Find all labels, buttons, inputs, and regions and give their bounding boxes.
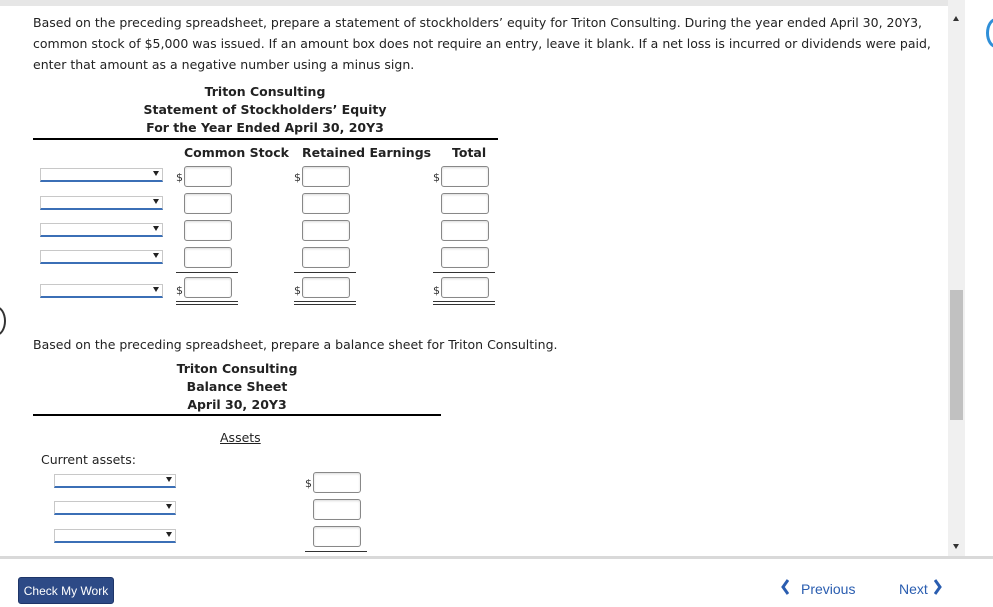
dollar-sign: $ <box>305 477 312 490</box>
scroll-up-arrow-icon[interactable] <box>953 16 959 21</box>
chevron-down-icon <box>153 253 159 258</box>
dollar-sign: $ <box>294 171 301 184</box>
previous-button[interactable]: Previous <box>801 581 856 597</box>
total-double-line <box>433 304 495 305</box>
total-double-line <box>176 304 238 305</box>
vertical-scrollbar[interactable] <box>948 0 965 556</box>
chevron-down-icon <box>153 287 159 292</box>
equity-row-3-common-input[interactable] <box>184 220 232 241</box>
chevron-right-icon[interactable] <box>934 579 942 595</box>
equity-row-1-total-input[interactable] <box>441 166 489 187</box>
subtotal-line <box>176 272 238 273</box>
help-circle-icon[interactable] <box>986 18 993 48</box>
current-asset-3-input[interactable] <box>313 526 361 547</box>
subtotal-line <box>305 551 367 552</box>
balance-instructions: Based on the preceding spreadsheet, prepare a balance sheet for Triton Consulting. <box>33 337 558 352</box>
equity-row-5-common-input[interactable] <box>184 277 232 298</box>
equity-row-2-common-input[interactable] <box>184 193 232 214</box>
assets-heading: Assets <box>220 430 261 445</box>
equity-row-1-retained-input[interactable] <box>302 166 350 187</box>
next-button[interactable]: Next <box>899 581 928 597</box>
equity-row-3-total-input[interactable] <box>441 220 489 241</box>
total-double-line <box>294 301 356 302</box>
equity-row-2-total-input[interactable] <box>441 193 489 214</box>
chevron-down-icon <box>166 504 172 509</box>
top-strip <box>0 0 948 6</box>
total-double-line <box>176 301 238 302</box>
subtotal-line <box>433 272 495 273</box>
col-total: Total <box>452 145 487 160</box>
equity-row-5-select[interactable] <box>40 284 163 298</box>
current-asset-2-input[interactable] <box>313 499 361 520</box>
dollar-sign: $ <box>433 171 440 184</box>
equity-row-4-total-input[interactable] <box>441 247 489 268</box>
equity-row-1-common-input[interactable] <box>184 166 232 187</box>
equity-header-rule <box>33 138 498 140</box>
equity-row-5-total-input[interactable] <box>441 277 489 298</box>
dollar-sign: $ <box>294 284 301 297</box>
dollar-sign: $ <box>433 284 440 297</box>
dollar-sign: $ <box>176 171 183 184</box>
equity-row-4-select[interactable] <box>40 250 163 264</box>
chevron-down-icon <box>166 532 172 537</box>
equity-row-2-retained-input[interactable] <box>302 193 350 214</box>
equity-company: Triton Consulting <box>204 84 326 99</box>
equity-row-5-retained-input[interactable] <box>302 277 350 298</box>
col-retained-earnings: Retained Earnings <box>302 145 432 160</box>
equity-row-3-select[interactable] <box>40 223 163 237</box>
chevron-left-icon[interactable] <box>781 579 789 595</box>
total-double-line <box>294 304 356 305</box>
check-my-work-button[interactable]: Check My Work <box>18 577 114 604</box>
chevron-down-icon <box>153 226 159 231</box>
scroll-down-arrow-icon[interactable] <box>953 544 959 549</box>
equity-title: Statement of Stockholders’ Equity <box>143 102 387 117</box>
chevron-down-icon <box>153 199 159 204</box>
dollar-sign: $ <box>176 284 183 297</box>
total-double-line <box>433 301 495 302</box>
scrollbar-thumb[interactable] <box>950 290 963 420</box>
balance-date: April 30, 20Y3 <box>187 397 287 412</box>
equity-period: For the Year Ended April 30, 20Y3 <box>146 120 384 135</box>
equity-row-1-select[interactable] <box>40 168 163 182</box>
current-asset-1-select[interactable] <box>54 474 176 488</box>
equity-row-4-retained-input[interactable] <box>302 247 350 268</box>
chevron-down-icon <box>166 477 172 482</box>
current-asset-2-select[interactable] <box>54 501 176 515</box>
balance-title: Balance Sheet <box>186 379 288 394</box>
equity-instructions: Based on the preceding spreadsheet, prepare a statement of stockholders’ equity for Triton Consulting. During the year ended April 30, 20Y3, common stock of $5,000 was issued. If an amount box does not require an entry, leave it blank. If a net loss is incurred or dividends were paid, enter that amount as a negative number using a minus sign. <box>33 15 931 72</box>
equity-row-3-retained-input[interactable] <box>302 220 350 241</box>
current-assets-label: Current assets: <box>41 452 136 467</box>
col-common-stock: Common Stock <box>184 145 289 160</box>
balance-company: Triton Consulting <box>176 361 298 376</box>
current-asset-1-input[interactable] <box>313 472 361 493</box>
equity-row-2-select[interactable] <box>40 196 163 210</box>
current-asset-3-select[interactable] <box>54 529 176 543</box>
subtotal-line <box>294 272 356 273</box>
equity-row-4-common-input[interactable] <box>184 247 232 268</box>
balance-header-rule <box>33 414 441 416</box>
chevron-down-icon <box>153 171 159 176</box>
